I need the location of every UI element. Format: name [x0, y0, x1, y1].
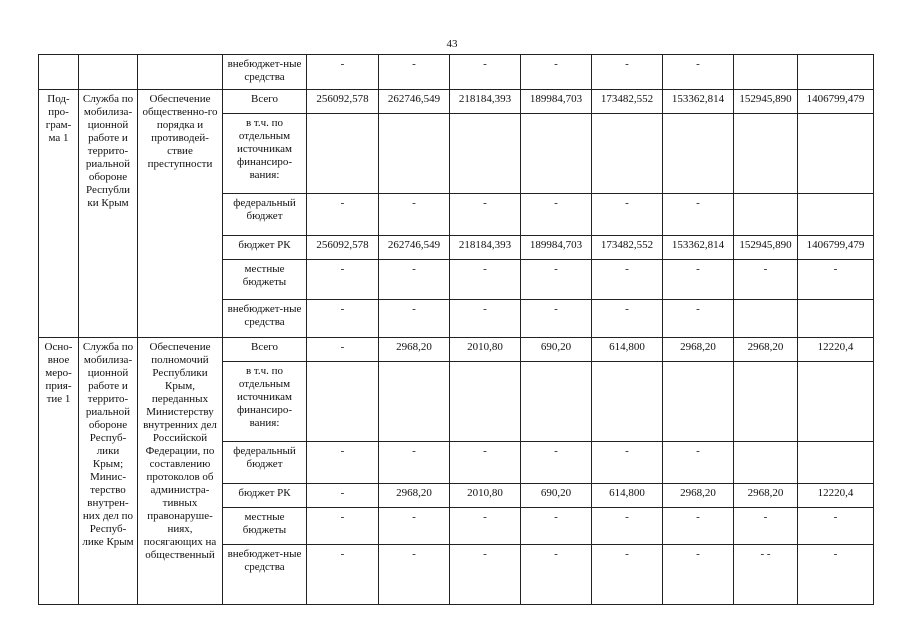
value-cell: [798, 300, 874, 338]
value-cell: -: [307, 442, 379, 484]
value-cell: [450, 114, 521, 194]
value-cell: -: [521, 300, 592, 338]
executor-cell: Служба по мобилиза-ционной работе и террито-риальной обороне Респуб-лики Крым; Минис-терство внутрен-них дел по Респуб-лике Крым: [79, 338, 138, 605]
value-cell: -: [798, 260, 874, 300]
value-cell: -: [379, 508, 450, 545]
value-cell: -: [663, 300, 734, 338]
value-cell: -: [450, 545, 521, 605]
value-cell: 173482,552: [592, 90, 663, 114]
value-cell: -: [450, 300, 521, 338]
budget-table: [38, 54, 874, 605]
value-cell: [798, 194, 874, 236]
value-cell: -: [450, 260, 521, 300]
value-cell: [798, 362, 874, 442]
value-cell: -: [663, 194, 734, 236]
value-cell: 152945,890: [734, 90, 798, 114]
value-cell: -: [663, 260, 734, 300]
value-cell: [450, 362, 521, 442]
value-cell: 12220,4: [798, 484, 874, 508]
value-cell: 2968,20: [734, 338, 798, 362]
value-cell: 2968,20: [734, 484, 798, 508]
value-cell: -: [663, 545, 734, 605]
value-cell: 2010,80: [450, 484, 521, 508]
program-cell: Осно-вное меро-прия-тие 1: [39, 338, 79, 605]
value-cell: 2010,80: [450, 338, 521, 362]
value-cell: 1406799,479: [798, 90, 874, 114]
value-cell: 262746,549: [379, 236, 450, 260]
value-cell: [734, 442, 798, 484]
value-cell: [663, 362, 734, 442]
source-cell: федеральный бюджет: [223, 442, 307, 484]
value-cell: -: [307, 194, 379, 236]
source-cell: в т.ч. по отдельным источникам финансиро-вания:: [223, 114, 307, 194]
value-cell: 218184,393: [450, 90, 521, 114]
value-cell: -: [592, 545, 663, 605]
value-cell: 218184,393: [450, 236, 521, 260]
value-cell: -: [592, 300, 663, 338]
value-cell: [521, 362, 592, 442]
value-cell: -: [307, 300, 379, 338]
value-cell: -: [521, 442, 592, 484]
value-cell: 189984,703: [521, 90, 592, 114]
value-cell: 2968,20: [663, 338, 734, 362]
value-cell: 262746,549: [379, 90, 450, 114]
value-cell: 12220,4: [798, 338, 874, 362]
value-cell: -: [450, 55, 521, 90]
value-cell: [521, 114, 592, 194]
value-cell: [734, 114, 798, 194]
value-cell: -: [592, 194, 663, 236]
value-cell: -: [521, 545, 592, 605]
value-cell: -: [521, 260, 592, 300]
value-cell: 256092,578: [307, 236, 379, 260]
value-cell: 614,800: [592, 338, 663, 362]
source-cell: Всего: [223, 90, 307, 114]
source-cell: местные бюджеты: [223, 260, 307, 300]
value-cell: 1406799,479: [798, 236, 874, 260]
source-cell: в т.ч. по отдельным источникам финансиро-вания:: [223, 362, 307, 442]
value-cell: 189984,703: [521, 236, 592, 260]
objective-cell: Обеспечение общественно-го порядка и противодей-ствие преступности: [138, 90, 223, 338]
blank-cell: [79, 55, 138, 90]
value-cell: [307, 114, 379, 194]
value-cell: -: [307, 260, 379, 300]
value-cell: 2968,20: [379, 484, 450, 508]
value-cell: -: [379, 260, 450, 300]
value-cell: -: [379, 442, 450, 484]
value-cell: 256092,578: [307, 90, 379, 114]
value-cell: [734, 300, 798, 338]
value-cell: 153362,814: [663, 90, 734, 114]
value-cell: -: [307, 545, 379, 605]
value-cell: -: [450, 442, 521, 484]
value-cell: -: [450, 508, 521, 545]
page-number: 43: [446, 38, 458, 50]
source-cell: внебюджет-ные средства: [223, 55, 307, 90]
value-cell: [798, 55, 874, 90]
value-cell: [379, 114, 450, 194]
value-cell: -: [521, 508, 592, 545]
value-cell: [798, 114, 874, 194]
source-cell: федеральный бюджет: [223, 194, 307, 236]
value-cell: [798, 442, 874, 484]
value-cell: -: [663, 442, 734, 484]
table-row: [39, 90, 874, 114]
value-cell: [734, 362, 798, 442]
value-cell: 614,800: [592, 484, 663, 508]
value-cell: - -: [734, 545, 798, 605]
value-cell: -: [521, 55, 592, 90]
value-cell: 152945,890: [734, 236, 798, 260]
source-cell: бюджет РК: [223, 236, 307, 260]
value-cell: [734, 55, 798, 90]
table-row: [39, 338, 874, 362]
program-cell: Под-про-грам-ма 1: [39, 90, 79, 338]
value-cell: [592, 362, 663, 442]
value-cell: -: [379, 55, 450, 90]
value-cell: -: [734, 508, 798, 545]
value-cell: -: [663, 55, 734, 90]
blank-cell: [138, 55, 223, 90]
value-cell: [734, 194, 798, 236]
source-cell: местные бюджеты: [223, 508, 307, 545]
source-cell: Всего: [223, 338, 307, 362]
value-cell: -: [307, 55, 379, 90]
value-cell: -: [521, 194, 592, 236]
value-cell: 690,20: [521, 484, 592, 508]
blank-cell: [39, 55, 79, 90]
value-cell: -: [307, 484, 379, 508]
value-cell: -: [307, 508, 379, 545]
value-cell: [379, 362, 450, 442]
value-cell: -: [734, 260, 798, 300]
objective-cell: Обеспечение полномочий Республики Крым, переданных Министерству внутренних дел Российской Федерации, по составлению протоколов об администра-тивных правонаруше-ниях, посягающих на общественный: [138, 338, 223, 605]
value-cell: -: [798, 545, 874, 605]
value-cell: 2968,20: [379, 338, 450, 362]
value-cell: -: [592, 508, 663, 545]
value-cell: [307, 362, 379, 442]
source-cell: внебюджет-ные средства: [223, 300, 307, 338]
value-cell: -: [379, 545, 450, 605]
value-cell: [663, 114, 734, 194]
source-cell: внебюджет-ные средства: [223, 545, 307, 605]
value-cell: 690,20: [521, 338, 592, 362]
value-cell: -: [592, 55, 663, 90]
value-cell: 153362,814: [663, 236, 734, 260]
executor-cell: Служба по мобилиза-ционной работе и террито-риальной обороне Республи ки Крым: [79, 90, 138, 338]
source-cell: бюджет РК: [223, 484, 307, 508]
value-cell: -: [798, 508, 874, 545]
value-cell: -: [663, 508, 734, 545]
table-row: [39, 55, 874, 90]
value-cell: -: [379, 300, 450, 338]
value-cell: -: [592, 442, 663, 484]
value-cell: 2968,20: [663, 484, 734, 508]
value-cell: -: [450, 194, 521, 236]
value-cell: -: [592, 260, 663, 300]
value-cell: -: [379, 194, 450, 236]
value-cell: [592, 114, 663, 194]
value-cell: -: [307, 338, 379, 362]
value-cell: 173482,552: [592, 236, 663, 260]
